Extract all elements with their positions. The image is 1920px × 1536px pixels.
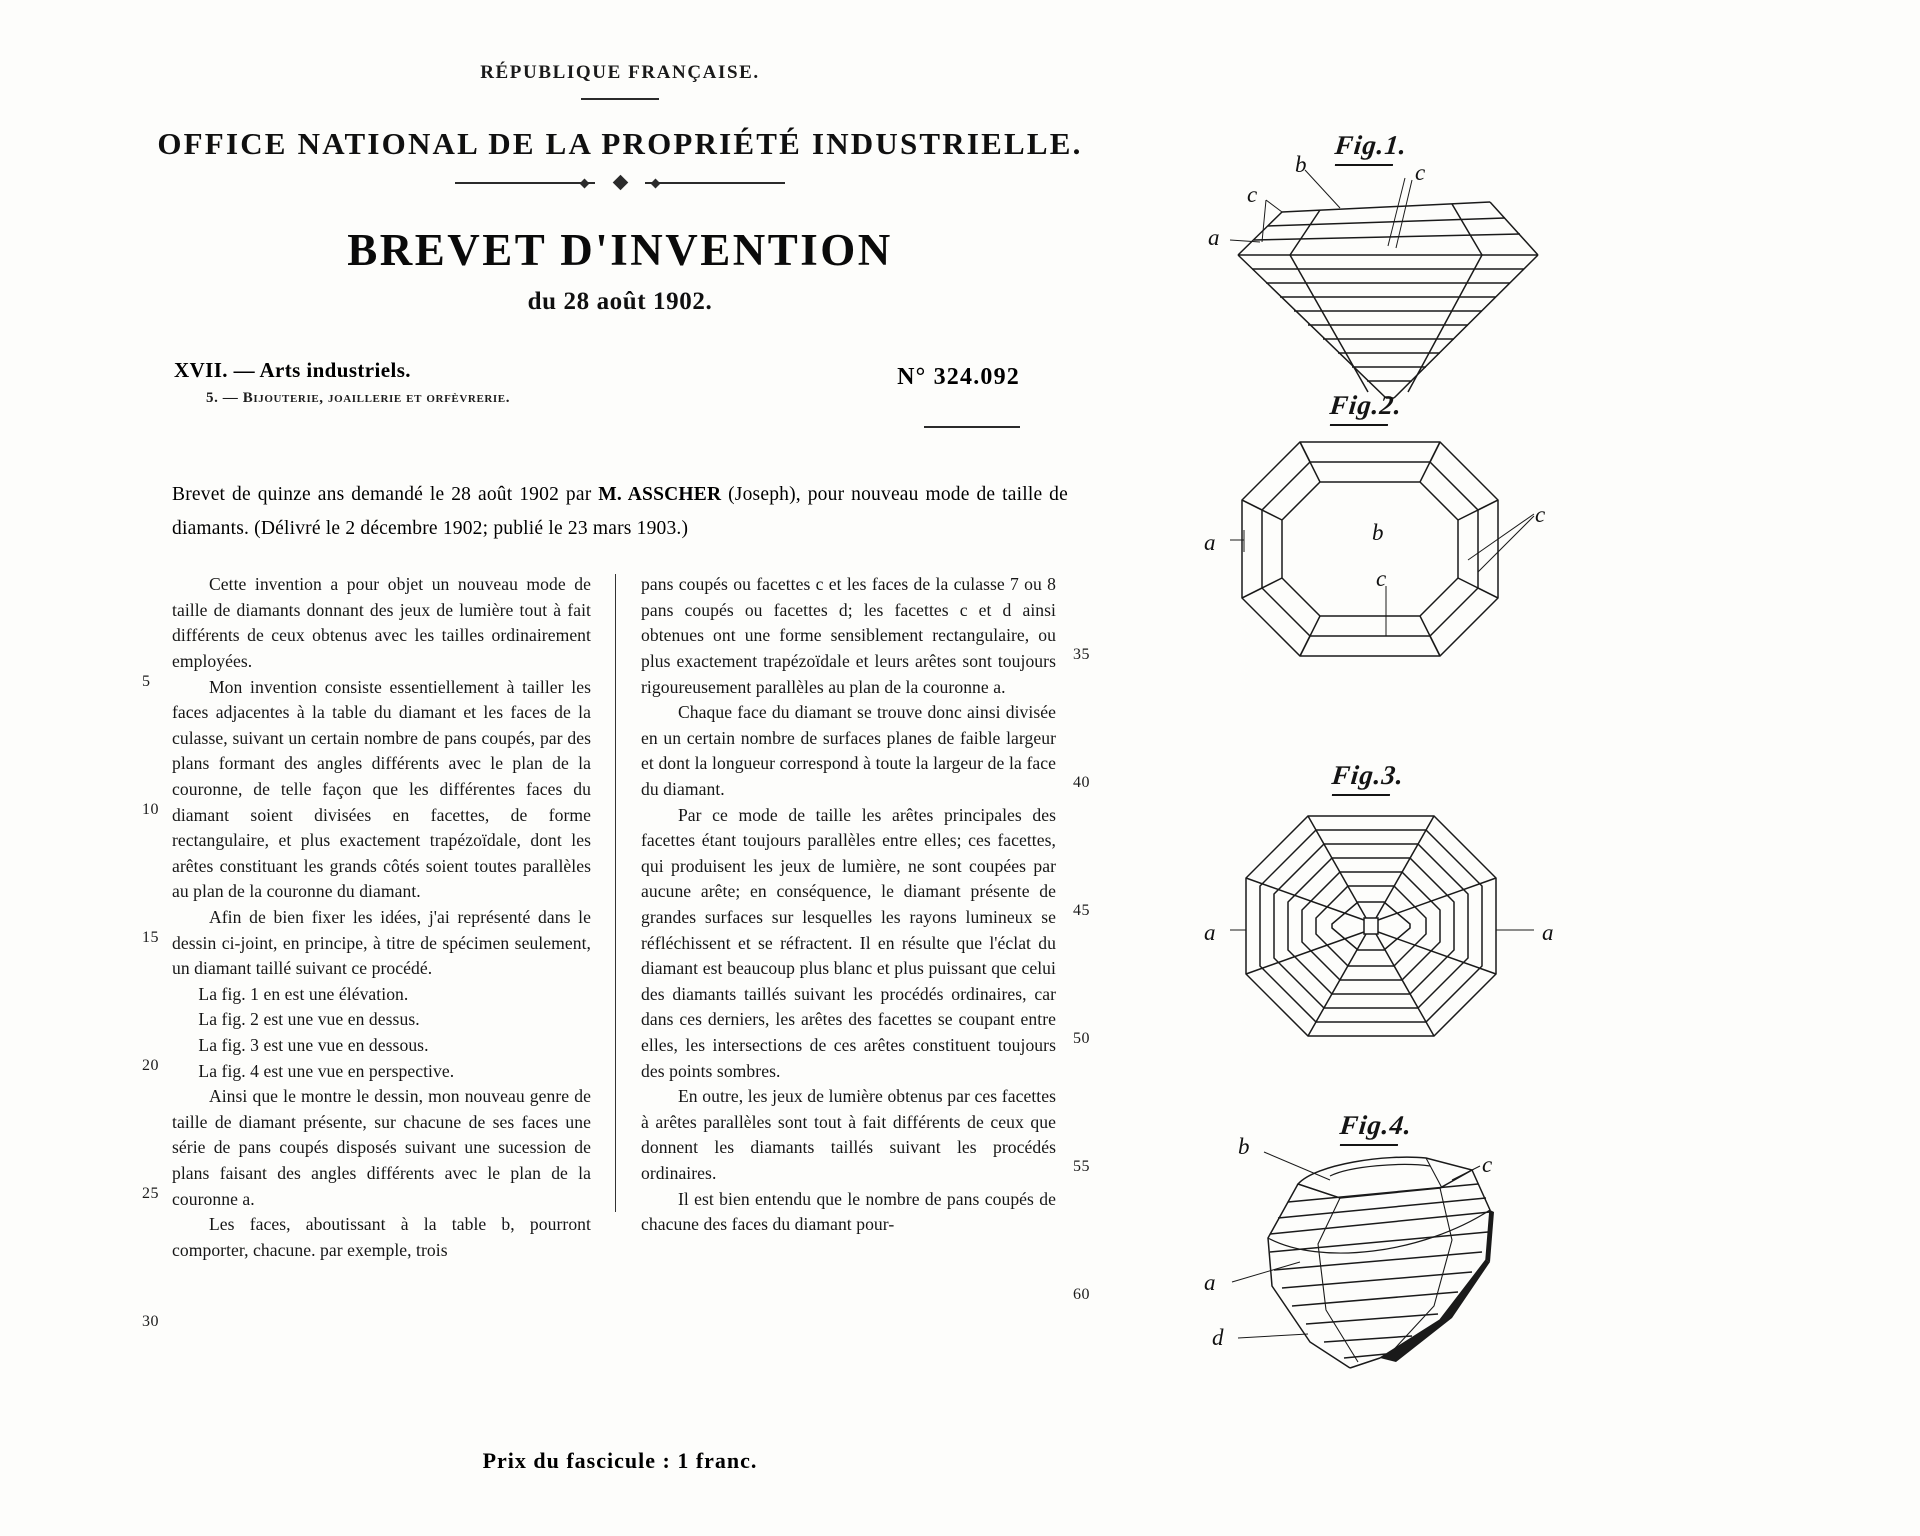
body-columns	[142, 572, 1090, 1331]
figure-1-label-c-right: c	[1415, 160, 1426, 185]
divider-rule-number	[924, 426, 1020, 428]
figure-3-label-a-right: a	[1542, 920, 1554, 945]
figure-4-label-c: c	[1482, 1152, 1493, 1177]
preamble-part-2: (Joseph), pour nouveau mode de taille de diamants. (Délivré le 2 décembre 1902; publié le 23 mars 1903.)	[172, 484, 1068, 540]
ornament-divider	[455, 176, 785, 190]
figure-1	[1190, 130, 1650, 420]
figure-4-caption: Fig.4.	[1338, 1110, 1414, 1140]
paragraph: Ainsi que le montre le dessin, mon nouveau genre de taille de diamant présente, sur chacune de ses faces une série de pans coupés disposés suivant une sucession de plans faisant des angles différents avec le plan de la couronne a.	[172, 1086, 591, 1209]
ornament-bar-left	[455, 182, 595, 184]
paragraph: Par ce mode de taille les arêtes principales des facettes étant toujours parallèles entre elles; ces facettes, qui produisent les jeux de lumière, ne sont coupées par aucune arête; en conséquence, le diamant présente de grandes surfaces sur lesquelles les rayons lumineux se réfléchissent et se réfractent. Il en résulte que l'éclat du diamant est beaucoup plus blanc et plus puissant que celui des diamants taillés suivant les procédés ordinaires, car dans ces derniers, les arêtes des facettes se coupant entre elles, les intersections de ces arêtes constituent toujours des points sombres.	[641, 804, 1056, 1081]
figure-4-label-b: b	[1238, 1134, 1250, 1159]
document-title: BREVET D'INVENTION	[347, 225, 893, 275]
figure-3	[1190, 760, 1650, 1080]
line-number: 50	[1073, 1030, 1090, 1048]
figure-reference: La fig. 1 en est une élévation.	[198, 983, 409, 1004]
figure-2-label-a: a	[1204, 530, 1216, 555]
paragraph: En outre, les jeux de lumière obtenus par ces facettes à arêtes parallèles sont tout à fait différents de ceux que donnent les diamants taillés suivant les procédés ordinaires.	[641, 1086, 1056, 1183]
preamble-paragraph	[150, 478, 1090, 546]
ornament-diamond	[612, 175, 628, 191]
figure-3-label-a-left: a	[1204, 920, 1216, 945]
figure-reference: La fig. 2 est une vue en dessus.	[198, 1009, 420, 1030]
line-number: 15	[142, 929, 159, 947]
figure-3-caption: Fig.3.	[1330, 760, 1406, 790]
figure-3-drawing	[1190, 760, 1650, 1080]
footer-price: Prix du fascicule : 1 franc.	[482, 1448, 758, 1473]
left-text-column	[142, 572, 615, 1331]
classification-row	[150, 358, 1090, 422]
figure-4	[1190, 1110, 1650, 1430]
line-number: 20	[142, 1057, 159, 1075]
paragraph: pans coupés ou facettes c et les faces de la culasse 7 ou 8 pans coupés ou facettes d; les facettes c et d ainsi obtenues ont une forme sensiblement rectangulaire, ou plus exactement trapézoïdale et leurs arêtes sont toujours rigoureusement parallèles au plan de la couronne a.	[641, 574, 1056, 697]
line-number: 35	[1073, 646, 1090, 664]
paragraph: Cette invention a pour objet un nouveau mode de taille de diamants donnant des jeux de lumière tout à fait différents de ceux obtenus avec les tailles ordinairement employées.	[172, 574, 591, 672]
figure-1-caption: Fig.1.	[1333, 130, 1409, 160]
figure-4-label-a: a	[1204, 1270, 1216, 1295]
line-number: 55	[1073, 1158, 1090, 1176]
line-number: 30	[142, 1313, 159, 1331]
figure-2-label-b: b	[1372, 520, 1384, 545]
figure-plate	[1130, 0, 1920, 1536]
figure-1-label-a: a	[1208, 225, 1220, 250]
figure-reference: La fig. 4 est une vue en perspective.	[198, 1060, 455, 1081]
figure-2	[1190, 390, 1650, 680]
line-number: 25	[142, 1185, 159, 1203]
figure-4-label-d: d	[1212, 1325, 1224, 1350]
figure-reference: La fig. 3 est une vue en dessous.	[198, 1034, 429, 1055]
classification-main: XVII. — Arts industriels.	[174, 358, 411, 382]
line-number: 45	[1073, 902, 1090, 920]
figure-1-label-c-left: c	[1247, 182, 1258, 207]
figure-2-label-c-right: c	[1535, 502, 1546, 527]
document-text-area	[142, 0, 1090, 1536]
line-number: 10	[142, 801, 159, 819]
figure-4-drawing	[1190, 1110, 1650, 1430]
ornament-dot-left	[580, 178, 590, 188]
line-number: 5	[142, 673, 151, 691]
figure-2-caption: Fig.2.	[1328, 390, 1404, 420]
applicant-name: M. ASSCHER	[598, 484, 722, 505]
republic-heading: RÉPUBLIQUE FRANÇAISE.	[480, 62, 760, 83]
line-number: 40	[1073, 774, 1090, 792]
paragraph: Mon invention consiste essentiellement à tailler les faces adjacentes à la table du diamant et les faces de la culasse, suivant un certain nombre de pans coupés, par des plans formant des angles différents avec le plan de la couronne, de telle façon que les différentes faces du diamant soient divisées en facettes, de forme rectangulaire, et plus exactement trapézoïdale, dont les arêtes constituant les grands côtés soient toutes parallèles au plan de la couronne du diamant.	[172, 676, 591, 902]
paragraph: Afin de bien fixer les idées, j'ai représenté dans le dessin ci-joint, en principe, à titre de spécimen seulement, un diamant taillé suivant ce procédé.	[172, 906, 591, 979]
figure-2-drawing	[1190, 390, 1650, 680]
preamble-part-1: Brevet de quinze ans demandé le 28 août 1902 par	[172, 484, 599, 505]
paragraph: Chaque face du diamant se trouve donc ainsi divisée en un certain nombre de surfaces planes de faible largeur et dont la longueur correspond à toute la largeur de la face du diamant.	[641, 702, 1056, 799]
divider-rule-top	[581, 98, 659, 100]
office-heading: OFFICE NATIONAL DE LA PROPRIÉTÉ INDUSTRIELLE.	[157, 126, 1083, 161]
paragraph: Les faces, aboutissant à la table b, pourront comporter, chacune. par exemple, trois	[172, 1214, 591, 1260]
right-text-column	[615, 572, 1090, 1304]
classification-sub: 5. — Bijouterie, joaillerie et orfèvrerie.	[206, 390, 511, 406]
figure-2-label-c-bottom: c	[1376, 566, 1387, 591]
figure-1-label-b: b	[1295, 152, 1307, 177]
patent-number: N° 324.092	[897, 364, 1020, 390]
document-date: du 28 août 1902.	[527, 288, 713, 315]
ornament-bar-right	[645, 182, 785, 184]
line-number: 60	[1073, 1286, 1090, 1304]
paragraph: Il est bien entendu que le nombre de pans coupés de chacune des faces du diamant pour-	[641, 1188, 1056, 1235]
